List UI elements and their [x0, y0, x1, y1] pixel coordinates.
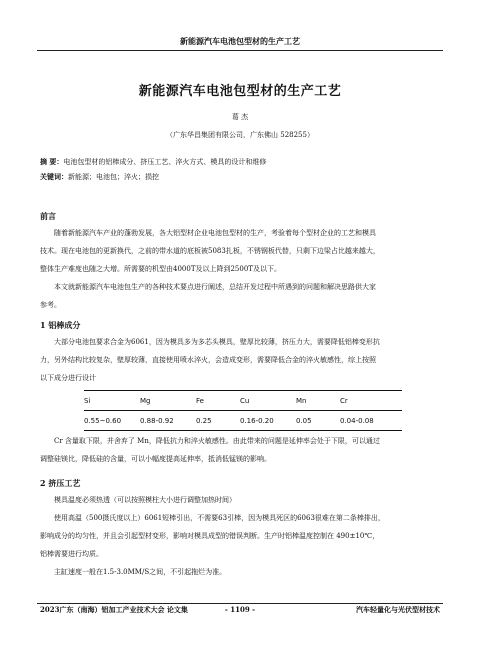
section-heading-2: 2 挤压工艺: [40, 478, 81, 488]
abstract-label: 摘 要：: [40, 157, 64, 166]
table-cell: 0.25: [196, 411, 240, 431]
abstract: [40, 157, 266, 167]
footer-rule: [37, 603, 443, 604]
text-line: 大部分电池包要求合金为6061，因为模具多为多芯头模具，壁厚比较薄，挤压力大，需要降低铝棒变形抗: [54, 338, 380, 346]
table-header-cell: Fe: [196, 391, 240, 411]
text-line: 参考。: [40, 301, 61, 309]
running-header: 新能源汽车电池包型材的生产工艺: [180, 36, 300, 46]
table-cell: 0.16-0.20: [240, 411, 296, 431]
text-line: 以下成分进行设计: [40, 374, 96, 382]
table-row: [84, 411, 402, 431]
section-1-after-table: [40, 432, 442, 468]
preface-paragraph-1: [40, 224, 442, 278]
table-header-cell: Cr: [340, 391, 402, 411]
table-cell: 0.05: [296, 411, 340, 431]
table-cell: 0.04-0.08: [340, 411, 402, 431]
text-line: 铝棒需要进行均质。: [40, 550, 103, 558]
keywords: [40, 172, 159, 182]
table-header-cell: Cu: [240, 391, 296, 411]
section-1-paragraph: [40, 333, 442, 387]
table-header-cell: Mg: [140, 391, 196, 411]
text-line: 调整硅镁比，降低硅的含量，可以小幅度提高延伸率，抵消低锰镁的影响。: [40, 455, 271, 463]
text-line: 影响成分的均匀性，并且会引起型材变形，影响对模具成型的错误判断。生产时铝棒温度控制在 490±10℃，: [40, 532, 380, 540]
affiliation: （广东华昌集团有限公司，广东佛山 528255）: [166, 131, 314, 139]
composition-table: [84, 390, 402, 431]
text-line: 主缸速度一般在1.5-3.0MM/S之间，不引起拖烂为准。: [54, 568, 227, 576]
footer-track: 汽车轻量化与光伏型材技术: [356, 605, 440, 614]
author: 葛 杰: [231, 113, 249, 121]
text-line: 整体生产难度也随之大增。所需要的机型由4000T及以上降到2500T及以下。: [40, 265, 281, 273]
text-line: 本文就新能源汽车电池包生产的各种技术要点进行阐述，总结开发过程中所遇到的问题和解决思路供大家: [54, 283, 376, 291]
table-cell: 0.55~0.60: [84, 411, 140, 431]
text-line: 力，另外结构比较复杂，壁厚较薄，直接使用喷水淬火，会造成变形，需要降低合金的淬火敏感性，综上按照: [40, 356, 376, 364]
keywords-label: 关键词：: [40, 172, 68, 181]
text-line: 随着新能源汽车产业的蓬勃发展，各大铝型材企业电池包型材的生产，考验着每个型材企业的工艺和模具: [54, 229, 376, 237]
section-2-text: [40, 491, 442, 581]
abstract-text: 电池包型材的铝棒成分、挤压工艺、淬火方式、模具的设计和维修: [63, 158, 267, 166]
footer-proceedings: 2023广东（南海）铝加工产业技术大会 论文集: [40, 605, 188, 614]
table-header-cell: Si: [84, 391, 140, 411]
table-cell: 0.88-0.92: [140, 411, 196, 431]
table-header-row: [84, 391, 402, 411]
table-header-cell: Mn: [296, 391, 340, 411]
text-line: 技术。现在电池包的更新换代，之前的带水道的底板被5083扎板，不锈钢板代替，只剩下边梁占比越来越大，: [40, 247, 380, 255]
text-line: Cr 含量取下限，并舍弃了 Mn，降低抗力和淬火敏感性。由此带来的问题是延伸率会处于下限，可以通过: [54, 437, 380, 445]
text-line: 模具温度必须热透（可以按照模柱大小进行调整加热时间）: [54, 496, 236, 504]
section-heading-1: 1 铝棒成分: [40, 320, 81, 330]
text-line: 使用高温（500摄氏度以上）6061短棒引出，不需要63引棒，因为模具死区的6063很难在第二条棒排出，: [54, 514, 385, 522]
preface-paragraph-2: [40, 278, 442, 314]
paper-title: 新能源汽车电池包型材的生产工艺: [138, 84, 342, 99]
section-heading-preface: 前言: [40, 211, 56, 221]
page-number: - 1109 -: [224, 605, 256, 614]
header-rule: [37, 50, 443, 51]
keywords-text: 新能源；电池包；淬火；损挖: [68, 173, 159, 181]
